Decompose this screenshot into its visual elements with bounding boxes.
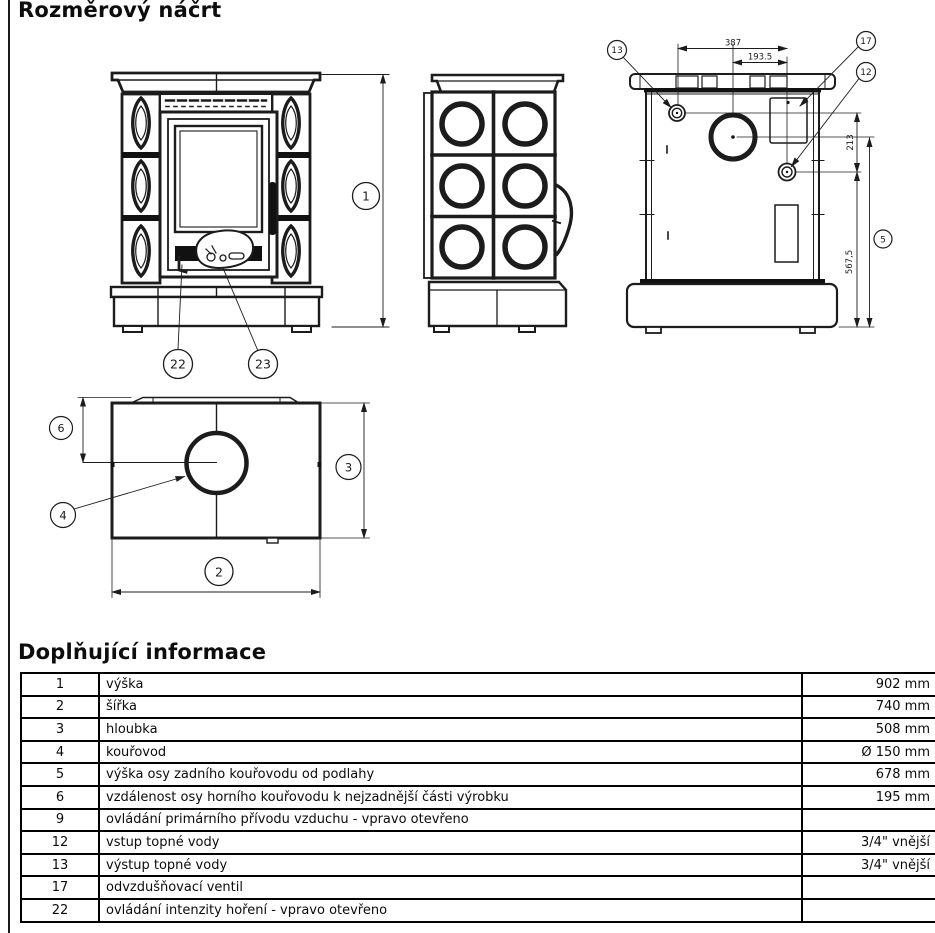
info-section-title: Doplňující informace <box>18 640 267 664</box>
table-row <box>21 718 935 741</box>
table-row <box>21 899 935 922</box>
top-view <box>50 398 370 598</box>
callout-1-label: 1 <box>362 189 370 204</box>
row-number: 3 <box>21 718 99 741</box>
dim-213-label: 213 <box>846 134 856 151</box>
callout-5-label: 5 <box>880 235 886 246</box>
row-value: 3/4" vnější <box>802 831 935 854</box>
row-number: 9 <box>21 809 99 832</box>
dim-193-label: 193.5 <box>747 52 773 63</box>
side-view <box>424 75 571 332</box>
row-value: 740 mm <box>802 696 935 719</box>
row-number: 12 <box>21 831 99 854</box>
page-title: Rozměrový náčrt <box>18 0 222 22</box>
row-label: šířka <box>99 696 802 719</box>
row-label: vstup topné vody <box>99 831 802 854</box>
dim-width <box>112 540 320 598</box>
side-cornice <box>432 75 563 92</box>
door-ornament <box>196 230 253 268</box>
top-flue-circle <box>187 433 247 493</box>
callout-6-label: 6 <box>57 422 65 435</box>
row-label: ovládání primárního přívodu vzduchu - vpravo otevřeno <box>99 809 802 832</box>
row-value: 3/4" vnější <box>802 854 935 877</box>
row-value: 508 mm <box>802 718 935 741</box>
row-number: 13 <box>21 854 99 877</box>
row-label: výška osy zadního kouřovodu od podlahy <box>99 763 802 786</box>
front-top-grille <box>160 94 272 112</box>
row-number: 5 <box>21 763 99 786</box>
door-glass <box>175 126 262 232</box>
row-value <box>802 876 935 899</box>
row-number: 17 <box>21 876 99 899</box>
row-number: 2 <box>21 696 99 719</box>
row-label: kouřovod <box>99 741 802 764</box>
row-label: hloubka <box>99 718 802 741</box>
table-row <box>21 696 935 719</box>
front-base <box>114 297 319 326</box>
table-row <box>21 741 935 764</box>
row-value: 195 mm <box>802 786 935 809</box>
dim-height <box>322 75 389 328</box>
front-view <box>111 73 389 379</box>
row-number: 4 <box>21 741 99 764</box>
row-label: odvzdušňovací ventil <box>99 876 802 899</box>
row-value: Ø 150 mm <box>802 741 935 764</box>
row-label: ovládání intenzity hoření - vpravo otevřeno <box>99 899 802 922</box>
callout-17-label: 17 <box>860 37 872 48</box>
row-value: 902 mm <box>802 673 935 696</box>
info-table <box>20 672 935 923</box>
row-label: vzdálenost osy horního kouřovodu k nejzadnější části výrobku <box>99 786 802 809</box>
callout-12-label: 12 <box>860 68 872 79</box>
row-value <box>802 809 935 832</box>
dim-567-label: 567,5 <box>845 249 855 275</box>
callout-3-label: 3 <box>344 460 353 475</box>
row-value <box>802 899 935 922</box>
row-label: výstup topné vody <box>99 854 802 877</box>
row-number: 22 <box>21 899 99 922</box>
water-inlet-fitting <box>779 164 796 181</box>
door-handle <box>269 182 276 235</box>
row-label: výška <box>99 673 802 696</box>
table-row <box>21 831 935 854</box>
rear-base <box>627 284 837 327</box>
callout-13-label: 13 <box>611 46 623 57</box>
row-number: 1 <box>21 673 99 696</box>
row-value: 678 mm <box>802 763 935 786</box>
table-row <box>21 786 935 809</box>
rating-plate <box>775 205 798 262</box>
table-row <box>21 673 935 696</box>
dim-depth <box>322 403 370 538</box>
table-row <box>21 809 935 832</box>
callout-2-label: 2 <box>215 564 223 580</box>
row-number: 6 <box>21 786 99 809</box>
rear-cornice <box>630 74 835 89</box>
callout-4-label: 4 <box>59 508 67 523</box>
callout-23-label: 23 <box>255 356 271 372</box>
table-row <box>21 854 935 877</box>
dim-387-label: 387 <box>724 38 742 49</box>
table-row <box>21 763 935 786</box>
callout-22-label: 22 <box>170 356 186 372</box>
rear-view <box>608 32 893 334</box>
side-door-handle <box>556 185 571 254</box>
table-row <box>21 876 935 899</box>
